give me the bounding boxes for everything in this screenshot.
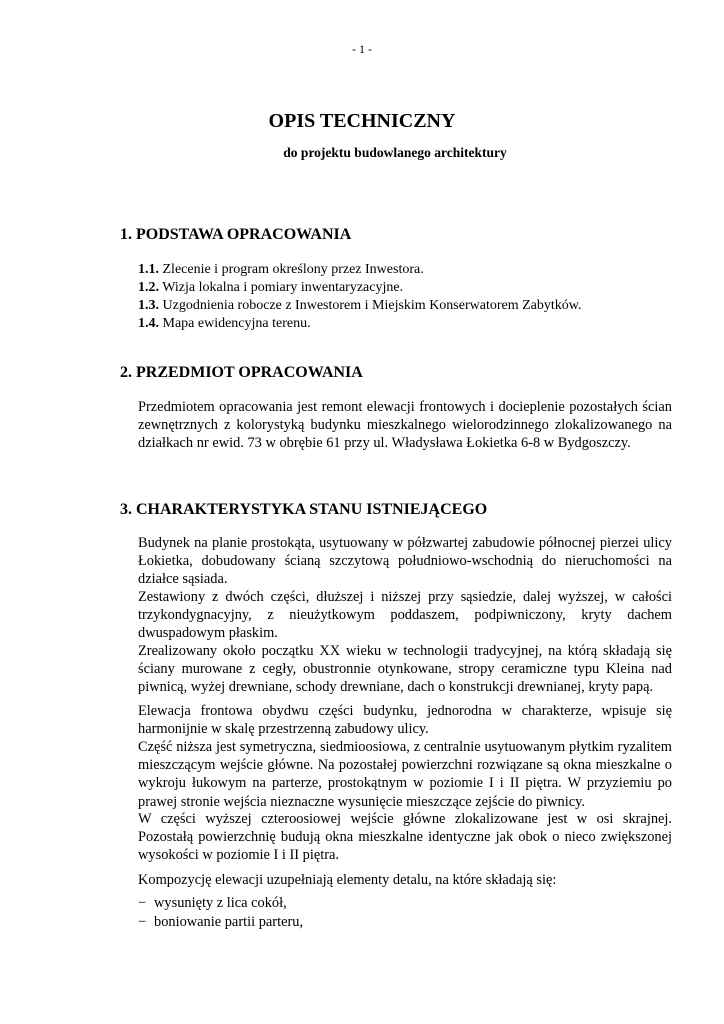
list-item-text: Mapa ewidencyjna terenu. bbox=[162, 316, 311, 331]
detail-elements-list bbox=[138, 894, 303, 931]
list-item-number: 1.1. bbox=[138, 262, 159, 277]
page-number: - 1 - bbox=[352, 42, 372, 56]
list-item-text: Uzgodnienia robocze z Inwestorem i Miejskim Konserwatorem Zabytków. bbox=[162, 298, 582, 313]
list-item-number: 1.4. bbox=[138, 316, 159, 331]
section-3-paragraph-4: Elewacja frontowa obydwu części budynku, jednorodna w charakterze, wpisuje się harmonijnie w skalę przestrzenną zabudowy ulicy. bbox=[138, 703, 672, 738]
list-item bbox=[138, 279, 581, 297]
list-item bbox=[138, 297, 581, 315]
list-item bbox=[138, 894, 303, 913]
list-item-number: 1.3. bbox=[138, 298, 159, 313]
list-item-text: Wizja lokalna i pomiary inwentaryzacyjne. bbox=[162, 280, 404, 295]
section-3-paragraph-1: Budynek na planie prostokąta, usytuowany w półzwartej zabudowie północnej pierzei ulicy Łokietka, dobudowany ścianą szczytową południowo-wschodnią do nieruchomości na działce sąsiada. bbox=[138, 535, 672, 588]
list-item-text: boniowanie partii parteru, bbox=[154, 913, 304, 930]
section-1-list bbox=[138, 261, 581, 333]
section-1-heading: 1. PODSTAWA OPRACOWANIA bbox=[120, 226, 352, 243]
list-item-text: Zlecenie i program określony przez Inwestora. bbox=[162, 262, 424, 277]
section-3-paragraph-6: W części wyższej czteroosiowej wejście główne zlokalizowane jest w osi skrajnej. Pozostałą powierzchnię budują okna mieszkalne identyczne jak obok o nieco zwiększonej wysokości w poziomie I i II piętra. bbox=[138, 811, 672, 864]
list-item-text: wysunięty z lica cokół, bbox=[154, 895, 287, 911]
section-3-paragraph-2: Zestawiony z dwóch części, dłuższej i niższej przy sąsiedzie, dalej wyższej, w całości trzykondygnacyjny, z nieużytkowym poddaszem, podpiwniczony, kryty dachem dwuspadowym płaskim. bbox=[138, 589, 672, 642]
list-item bbox=[138, 913, 303, 932]
list-item bbox=[138, 261, 581, 279]
list-item bbox=[138, 315, 581, 333]
document-title: OPIS TECHNICZNY bbox=[268, 110, 456, 132]
section-3-paragraph-7: Kompozycję elewacji uzupełniają elementy detalu, na które składają się: bbox=[138, 872, 557, 888]
dash-bullet: − bbox=[138, 913, 147, 930]
section-3-heading: 3. CHARAKTERYSTYKA STANU ISTNIEJĄCEGO bbox=[120, 501, 488, 518]
section-3-paragraph-5: Część niższa jest symetryczna, siedmioosiowa, z centralnie usytuowanym płytkim ryzalitem mieszczącym wejście główne. Na pozostałej powierzchni rozwiązane są okna mieszkalne o wykroju łukowym na parterze, prostokątnym w poziomie I i II piętra. W przyziemiu po prawej stronie wejścia nieznaczne wysunięcie mieszczące zejście do piwnicy. bbox=[138, 739, 672, 810]
list-item-number: 1.2. bbox=[138, 280, 159, 295]
dash-bullet: − bbox=[138, 895, 147, 911]
section-2-heading: 2. PRZEDMIOT OPRACOWANIA bbox=[120, 364, 363, 381]
section-3-paragraph-3: Zrealizowany około początku XX wieku w technologii tradycyjnej, na którą składają się ściany murowane z cegły, obustronnie otynkowane, stropy ceramiczne typu Kleina nad piwnicą, wyżej drewniane, schody drewniane, dach o konstrukcji drewnianej, kryty papą. bbox=[138, 643, 672, 696]
document-subtitle: do projektu budowlanego architektury bbox=[283, 145, 507, 160]
section-2-paragraph: Przedmiotem opracowania jest remont elewacji frontowych i docieplenie pozostałych ścian zewnętrznych z kolorystyką budynku mieszkalnego wielorodzinnego zlokalizowanego na działkach nr ewid. 73 w obrębie 61 przy ul. Władysława Łokietka 6-8 w Bydgoszczy. bbox=[138, 399, 672, 452]
